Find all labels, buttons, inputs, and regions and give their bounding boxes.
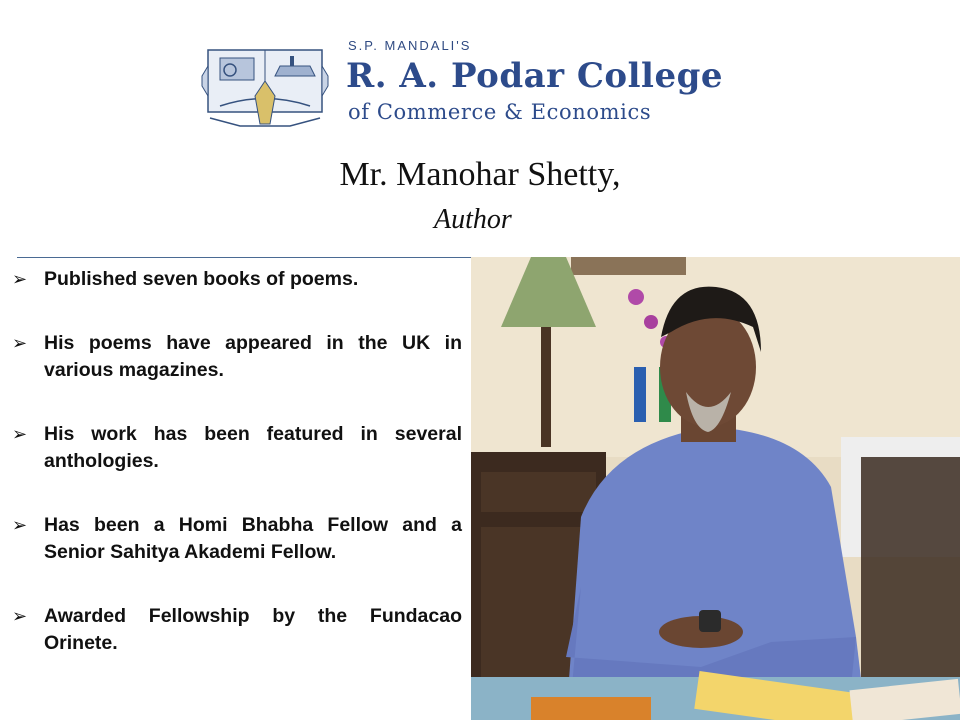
arrowhead-icon: ➢ xyxy=(12,606,28,626)
bullet-text: Published seven books of poems. xyxy=(44,268,359,290)
college-crest-icon xyxy=(200,36,330,130)
bullet-text: His work has been featured in several anthologies. xyxy=(44,423,462,472)
bullet-list xyxy=(12,266,462,694)
college-subtitle: of Commerce & Economics xyxy=(348,100,652,124)
bullet-text: Has been a Homi Bhabha Fellow and a Senior Sahitya Akademi Fellow. xyxy=(44,514,462,563)
speaker-name-text: Mr. Manohar Shetty, xyxy=(339,156,621,193)
divider xyxy=(17,257,471,258)
college-name: R. A. Podar College xyxy=(346,56,723,96)
bullet-text: Awarded Fellowship by the Fundacao Orinete. xyxy=(44,605,462,654)
list-item xyxy=(12,330,462,384)
portrait-photo xyxy=(471,257,960,720)
bullet-text: His poems have appeared in the UK in various magazines. xyxy=(44,332,462,381)
arrowhead-icon: ➢ xyxy=(12,333,28,353)
college-pretitle: S.P. MANDALI'S xyxy=(348,38,472,53)
arrowhead-icon: ➢ xyxy=(12,269,28,289)
speaker-name xyxy=(0,156,960,194)
list-item xyxy=(12,266,462,293)
list-item xyxy=(12,512,462,566)
list-item xyxy=(12,603,462,657)
list-item xyxy=(12,421,462,475)
speaker-role: Author xyxy=(434,204,512,235)
arrowhead-icon: ➢ xyxy=(12,515,28,535)
arrowhead-icon: ➢ xyxy=(12,424,28,444)
